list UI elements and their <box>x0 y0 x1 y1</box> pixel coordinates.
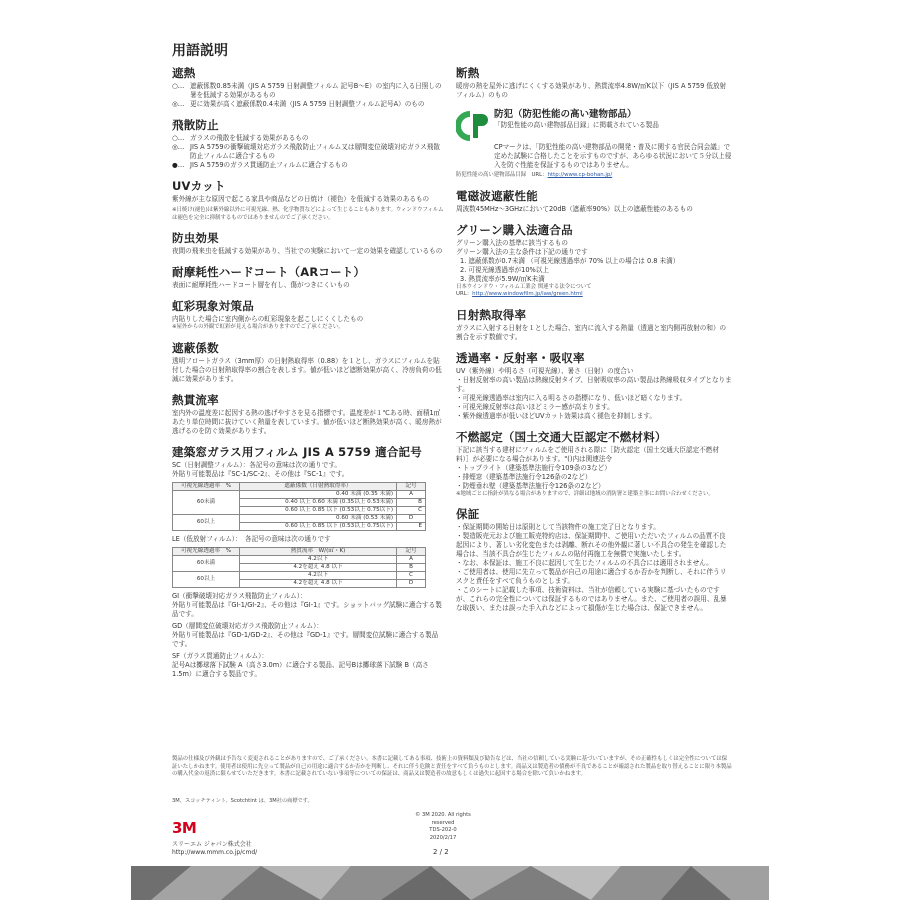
table-cell: C <box>397 571 426 579</box>
section-heading: 電磁波遮蔽性能 <box>456 188 538 203</box>
table-cell: E <box>397 522 426 530</box>
page-number: 2 / 2 <box>433 848 449 856</box>
trademark-note: 3M、スコッチティント、Scotchtint は、3M社の商標です。 <box>172 798 313 804</box>
table-cell: B <box>397 498 426 506</box>
table-row <box>173 514 426 522</box>
table-cell: 0.60 未満 (0.53 未満) <box>240 514 397 522</box>
section-shahei <box>172 66 444 109</box>
table-cell: 4.2を超え 4.8 以下 <box>240 579 397 587</box>
section-heading: 耐摩耗性ハードコート（ARコート） <box>172 265 366 279</box>
section-heading: 透過率・反射率・吸収率 <box>456 350 585 365</box>
item-text: 更に効果が高く遮蔽係数0.4未満（JIS A 5759 日射調整フィルム記号A）のもの <box>190 100 425 108</box>
company-url[interactable]: http://www.mmm.co.jp/cmd/ <box>172 849 258 856</box>
section-cp <box>456 109 732 180</box>
list-item: UV（紫外線）や明るさ（可視光線）、暑さ（日射）の度合い <box>456 366 634 375</box>
section-text: 内貼りした場合に室内側からの虹彩現象を起こしにくくしたもの <box>172 315 364 323</box>
list-item: 2. 可視光線透過率が10%以上 <box>460 265 549 274</box>
section-note: 日本ウインドウ・フィルム工業会 関連する法令について <box>456 283 592 290</box>
section-uv <box>172 179 444 222</box>
item-text: 遮蔽係数0.85未満（JIS A 5759 日射調整フィルム 記号B～E）の室内に入る日照しの暑を低減する効果があるもの <box>190 82 442 99</box>
table-row <box>173 571 426 579</box>
list-item <box>172 143 444 161</box>
table-cell: D <box>397 579 426 587</box>
list-item: ・トップライト（建築基準法施行令109条の3など） <box>456 463 611 472</box>
table-cell: 0.60 以上 0.85 以下 (0.53以上 0.75以下) <box>240 506 397 514</box>
section-dannetsu <box>456 66 732 100</box>
section-text: 表面に耐摩耗性ハードコート層を有し、傷がつきにくいもの <box>172 281 350 289</box>
table-row <box>173 555 426 563</box>
list-item: ・ご使用者は、使用に先立って製品が自己の用途に適合するか否かを判断し、それに伴うリスクと責任をすべて負うものとします。 <box>456 568 727 585</box>
section-text: CPマークは、「防犯性能の高い建物部品の開発・普及に関する官民合同会議」で定めた試験に合格したことを示すものですが、あらゆる状況において５分以上侵入を防ぐ性能を保証するものではありません。 <box>494 143 732 169</box>
section-tokaritsu <box>456 351 732 421</box>
section-heading: 保証 <box>456 507 480 521</box>
table-cell: 0.40 以上 0.60 未満 (0.35以上 0.53未満) <box>240 498 397 506</box>
table-cell: D <box>397 514 426 522</box>
section-nissha <box>456 308 732 342</box>
page-title: 用語説明 <box>172 43 228 59</box>
section-funen <box>456 430 732 499</box>
section-text: 室内外の温度差に起因する熱の逃げやすさを見る指標です。温度差が１℃ある時、面積1㎡あたり単位時間に抜けていく熱量を表しています。値が低いほど断熱効果が高く、暖房熱が逃げるのを防ぐ効果があります。 <box>172 408 442 435</box>
sc-text: 外貼り可能製品は『SC-1/SC-2』、その他は『SC-1』です。 <box>172 469 349 478</box>
list-item: グリーン購入法の基準に該当するもの <box>456 238 568 247</box>
copyright: © 3M 2020. All rights reserved <box>415 812 471 826</box>
list-item: 3. 熱貫流率が5.9W/㎡K未満 <box>460 274 545 283</box>
cp-url-link[interactable]: http://www.cp-bohan.jp/ <box>547 172 613 178</box>
list-item: ・防煙垂れ壁（建築基準法施行令126条の2など） <box>456 481 605 490</box>
table-cell: 4.2以下 <box>240 555 397 563</box>
document-info <box>408 812 478 842</box>
item-text: JIS A 5759の衝撃破壊対応ガラス飛散防止フィルム又は層間変位破壊対応ガラス飛散防止フィルムに適合するもの <box>190 143 440 160</box>
table-cell: 60以上 <box>173 571 240 587</box>
table-cell: 60以上 <box>173 514 240 530</box>
table-cell: 60未満 <box>173 490 240 514</box>
section-jis <box>172 445 444 679</box>
gi-text: 外貼り可能製品は『GI-1/GI-2』、その他は『GI-1』です。ショットバッグ試験に適合する製品です。 <box>172 600 442 618</box>
section-subtitle: 「防犯性能の高い建物部品目録」に掲載されている製品 <box>494 121 659 129</box>
le-table <box>172 547 426 588</box>
list-item: ・保証期間の開始日は原則として当該物件の施工完了日となります。 <box>456 523 660 531</box>
section-note: ※地域ごとに指針が異なる場合がありますので、詳細は地域の消防署と建築主事にお問い合わせください。 <box>456 490 714 497</box>
section-text: 紫外線が主な原因で起こる家具や商品などの日焼け（褪色）を低減する効果のあるもの <box>172 195 430 203</box>
section-heading: 虹彩現象対策品 <box>172 299 254 313</box>
table-cell: 4.2を超え 4.8 以下 <box>240 563 397 571</box>
section-bochu <box>172 231 444 256</box>
section-text: 透明フロートガラス（3mm厚）の日射熱取得率（0.88）を１とし、ガラスにフィルムを貼付した場合の日射熱取得率の割合を表します。値が低いほど遮断効果が高く、冷房負荷の低減に効果があります。 <box>172 356 442 383</box>
list-item: ・製造販売元および施工販売特約店は、保証期間中、ご使用いただいたフィルムの品質不良起因により、著しい劣化変色または剥離、断れその他外観に著しい不具合の発生を確認した場合は、当該不具合が生じたフィルムの貼付再施工を無償で実施いたします。 <box>456 532 727 558</box>
section-green <box>456 223 732 299</box>
list-item: グリーン購入法の主な条件は下記の通りです <box>456 247 588 256</box>
section-heading: 防虫効果 <box>172 231 219 245</box>
item-text: JIS A 5759のガラス貫通防止フィルムに適合するもの <box>190 161 348 169</box>
section-niji <box>172 299 444 332</box>
sf-text: 記号Aは擲球落下試験 A（高さ3.0m）に適合する製品、記号Bは擲球落下試験 B（高さ1.5m）に適合する製品です。 <box>172 660 429 678</box>
section-denji <box>456 189 732 214</box>
section-note: ※日焼け(褪色)は紫外線以外に可視光線、熱、化学物質などによって生じることもあります。ウィンドウフィルムは褪色を完全に抑制するものではありませんのでご了承ください。 <box>172 207 444 221</box>
list-item <box>172 100 444 109</box>
sc-title: SC（日射調整フィルム）：各記号の意味は次の通りです。 <box>172 460 342 469</box>
section-netsu <box>172 393 444 436</box>
section-ar-coat <box>172 265 444 290</box>
section-text: 暖房の熱を屋外に逃げにくくする効果があり、熱貫流率4.8W/㎡K以下（JIS A 5759 低放射フィルム）のもの <box>456 82 727 99</box>
list-item: ・可視光線反射率は高いほどミラー感が高まります。 <box>456 402 614 411</box>
section-heading: 遮蔽係数 <box>172 340 219 355</box>
list-item: ・紫外線透過率が低いほどUVカット効果は高く褪色を抑制します。 <box>456 411 656 420</box>
table-cell: 4.2以下 <box>240 571 397 579</box>
section-hosho <box>456 507 732 613</box>
footer-disclaimer: 製品の仕様及び外観は予告なく変更されることがありますので、ご了承ください。本書に記載してある事項、技術上の資料類及び勧告などは、当社の信頼している実験に基づいていますが、その正確性もしくは完全性については保証いたしかねます。使用者は使用に先立って製品が自己の用途に適合するか否かを判断し、それに伴う危険と責任をすべて負うものとします。商品又は製造者の債務が不良であることが確認された製品を取り替えることに限り本製品の購入代金の返済に限らせていただきます。本書に記載されていない事項等についての保証は、商品又は製造者の故意もしくは過失に起因する場合を除いて負いかねます。 <box>172 756 732 777</box>
sc-table <box>172 482 426 531</box>
table-cell: B <box>397 563 426 571</box>
symbol: ○… <box>172 82 185 90</box>
table-cell: A <box>397 490 426 498</box>
section-text: 下記に該当する建材にフィルムをご使用される際に［防火認定（国土交通大臣認定不燃材料）］が必要になる場合があります。"()内は関連法令 <box>456 445 719 463</box>
section-heading: グリーン購入法適合品 <box>456 222 573 237</box>
column-header: 熱貫流率 W/(㎡・K) <box>240 547 397 555</box>
url-label: 防犯性能の高い建物部品目録 URL： <box>456 172 548 178</box>
list-item: ・可視光線透過率は室内に入る明るさの指標になり、低いほど暗くなります。 <box>456 393 687 402</box>
item-text: ガラスの飛散を低減する効果があるもの <box>190 134 309 142</box>
section-heading: 防犯（防犯性能の高い建物部品） <box>494 109 637 120</box>
symbol: ○… <box>172 134 185 142</box>
list-item <box>172 134 444 143</box>
list-item: ・なお、本保証は、施工不良に起因して生じたフィルムの不具合には適用されません。 <box>456 559 713 567</box>
list-item: ・日射反射率の高い製品は熱線反射タイプ、日射吸収率の高い製品は熱線吸収タイプとなります。 <box>456 375 732 393</box>
section-heading: 熱貫流率 <box>172 392 219 407</box>
company-info <box>172 841 257 857</box>
symbol: ◎… <box>172 143 185 151</box>
company-name: スリーエム ジャパン株式会社 <box>172 841 252 848</box>
table-cell: 0.60 以上 0.85 以下 (0.53以上 0.75以下) <box>240 522 397 530</box>
section-heading: 不燃認定（国土交通大臣認定不燃材料） <box>456 429 667 444</box>
list-item: ・このシートに記載した事項、技術資料は、当社が信頼している実験に基づいたものですが、これらの完全性については保証するものではありません。また、ご使用者の誤用、乱暴な取扱い、または誤った手入れなどによって損傷が生じた場合は、保証できません。 <box>456 586 727 612</box>
table-cell: 60未満 <box>173 555 240 571</box>
gd-title: GD（層間変位破壊対応ガラス飛散防止フィルム）： <box>172 621 323 630</box>
table-row <box>173 490 426 498</box>
section-heading: 遮熱 <box>172 66 196 80</box>
url-line <box>456 291 732 299</box>
column-header: 可視光線透過率 % <box>173 547 240 555</box>
brand-logo: 3M <box>172 819 197 837</box>
section-hisan <box>172 118 444 170</box>
section-heading: UVカット <box>172 179 226 193</box>
cp-header <box>456 109 732 141</box>
section-heading: 建築窓ガラス用フィルム JIS A 5759 適合記号 <box>172 444 422 459</box>
sf-title: SF（ガラス貫通防止フィルム）： <box>172 651 269 660</box>
left-column <box>172 66 444 688</box>
list-item <box>172 161 444 170</box>
table-cell: C <box>397 506 426 514</box>
doc-id: TDS-202-0 <box>429 827 457 833</box>
section-text: ガラスに入射する日射を１とした場合、室内に流入する熱量（透過と室内側再放射の和）の割合を示す数値です。 <box>456 323 727 341</box>
column-header: 記号 <box>397 547 426 555</box>
section-text: 夜間の飛来虫を低減する効果があり、当社での実験において一定の効果を確認しているもの <box>172 247 443 255</box>
section-heading: 飛散防止 <box>172 118 219 132</box>
cp-mark-icon <box>456 111 490 141</box>
green-url-link[interactable]: http://www.windowfilm.jp/law/green.html <box>472 291 583 297</box>
section-text: 周波数45MHz～3GHzにおいて20dB（遮蔽率90%）以上の遮蔽性能のあるもの <box>456 204 693 213</box>
section-shahei-keisu <box>172 341 444 384</box>
url-label: URL： <box>456 291 473 297</box>
list-item: ・排煙窓（建築基準法施行令126条の2など） <box>456 472 592 481</box>
le-title: LE（低放射フィルム）： 各記号の意味は次の通りです <box>172 534 331 543</box>
list-item <box>172 82 444 100</box>
section-note: ※屋外からの外観で虹彩が見える場合がありますのでご了承ください。 <box>172 324 344 330</box>
table-cell: 0.40 未満 (0.35 未満) <box>240 490 397 498</box>
url-line <box>456 172 732 180</box>
gi-title: GI（衝撃破壊対応ガラス飛散防止フィルム）： <box>172 591 307 600</box>
column-header: 記号 <box>397 482 426 490</box>
section-heading: 断熱 <box>456 66 480 80</box>
section-heading: 日射熱取得率 <box>456 307 527 322</box>
symbol: ◎… <box>172 100 185 108</box>
right-column <box>456 66 732 622</box>
list-item: 1. 遮蔽係数が0.7未満 （可視光線透過率が 70% 以上の場合は 0.8 未満） <box>460 256 680 265</box>
decorative-band <box>131 866 769 900</box>
column-header: 可視光線透過率 % <box>173 482 240 490</box>
doc-date: 2020/2/17 <box>429 834 457 841</box>
gd-text: 外貼り可能製品は『GD-1/GD-2』、その他は『GD-1』です。層間変位試験に適合する製品です。 <box>172 630 439 648</box>
table-cell: A <box>397 555 426 563</box>
column-header: 遮蔽係数（日射熱取得率） <box>240 482 397 490</box>
symbol: ●… <box>172 161 185 169</box>
